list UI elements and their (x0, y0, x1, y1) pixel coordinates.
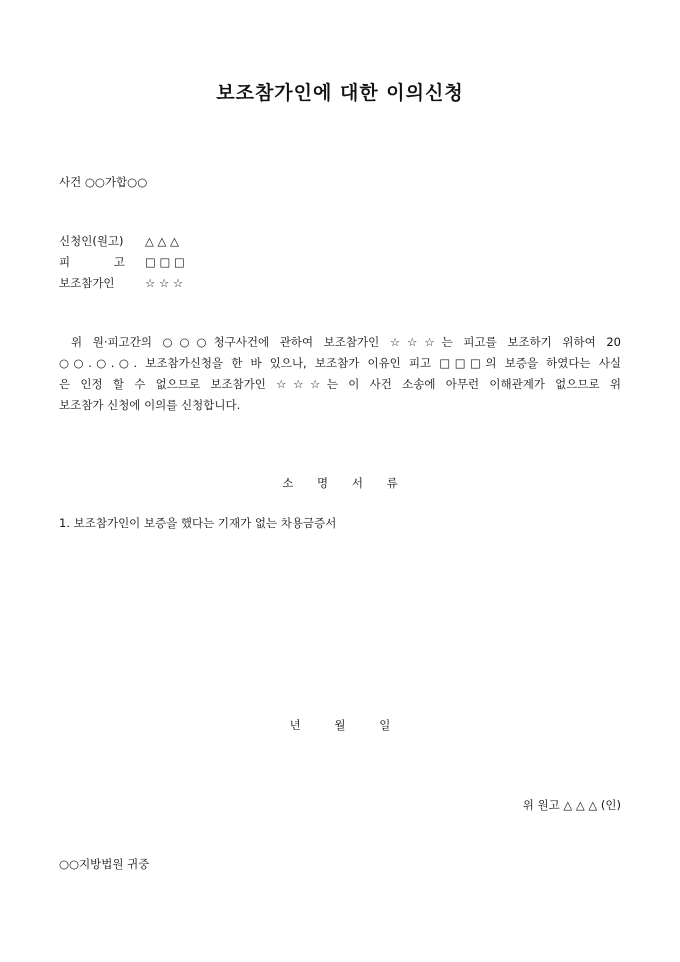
party-label: 피 고 (59, 255, 125, 269)
party-label: 보조참가인 (59, 276, 115, 290)
body-line: 은 인정 할 수 없으므로 보조참가인 ☆☆☆는 이 사건 소송에 아무런 이해관계가 없으므로 위 (59, 377, 621, 391)
party-label: 신청인(원고) (59, 234, 124, 248)
court-addressee: ○○지방법원 귀중 (59, 857, 150, 871)
party-intervenor (59, 276, 183, 290)
party-name: ☆ ☆ ☆ (145, 276, 184, 290)
party-name: □ □ □ (145, 255, 185, 269)
document-title: 보조참가인에 대한 이의신청 (216, 82, 464, 104)
body-line: ○○.○.○. 보조참가신청을 한 바 있으나, 보조참가 이유인 피고 □□□의 보증을 하였다는 사실 (59, 356, 621, 370)
body-paragraph (59, 332, 621, 416)
evidence-heading: 소 명 서 류 (282, 476, 398, 490)
party-applicant (59, 234, 179, 248)
body-line: 위 원·피고간의 ○○○청구사건에 관하여 보조참가인 ☆☆☆는 피고를 보조하기 위하여 20 (71, 335, 621, 349)
date-line: 년 월 일 (289, 718, 391, 732)
body-line: 보조참가 신청에 이의를 신청합니다. (59, 398, 241, 412)
party-name: △ △ △ (145, 234, 179, 248)
party-defendant (59, 255, 185, 269)
evidence-item: 1. 보조참가인이 보증을 했다는 기재가 없는 차용금증서 (59, 516, 337, 530)
signature-line: 위 원고 △ △ △ (인) (522, 798, 621, 812)
case-number: 사건 ○○가합○○ (59, 175, 148, 189)
